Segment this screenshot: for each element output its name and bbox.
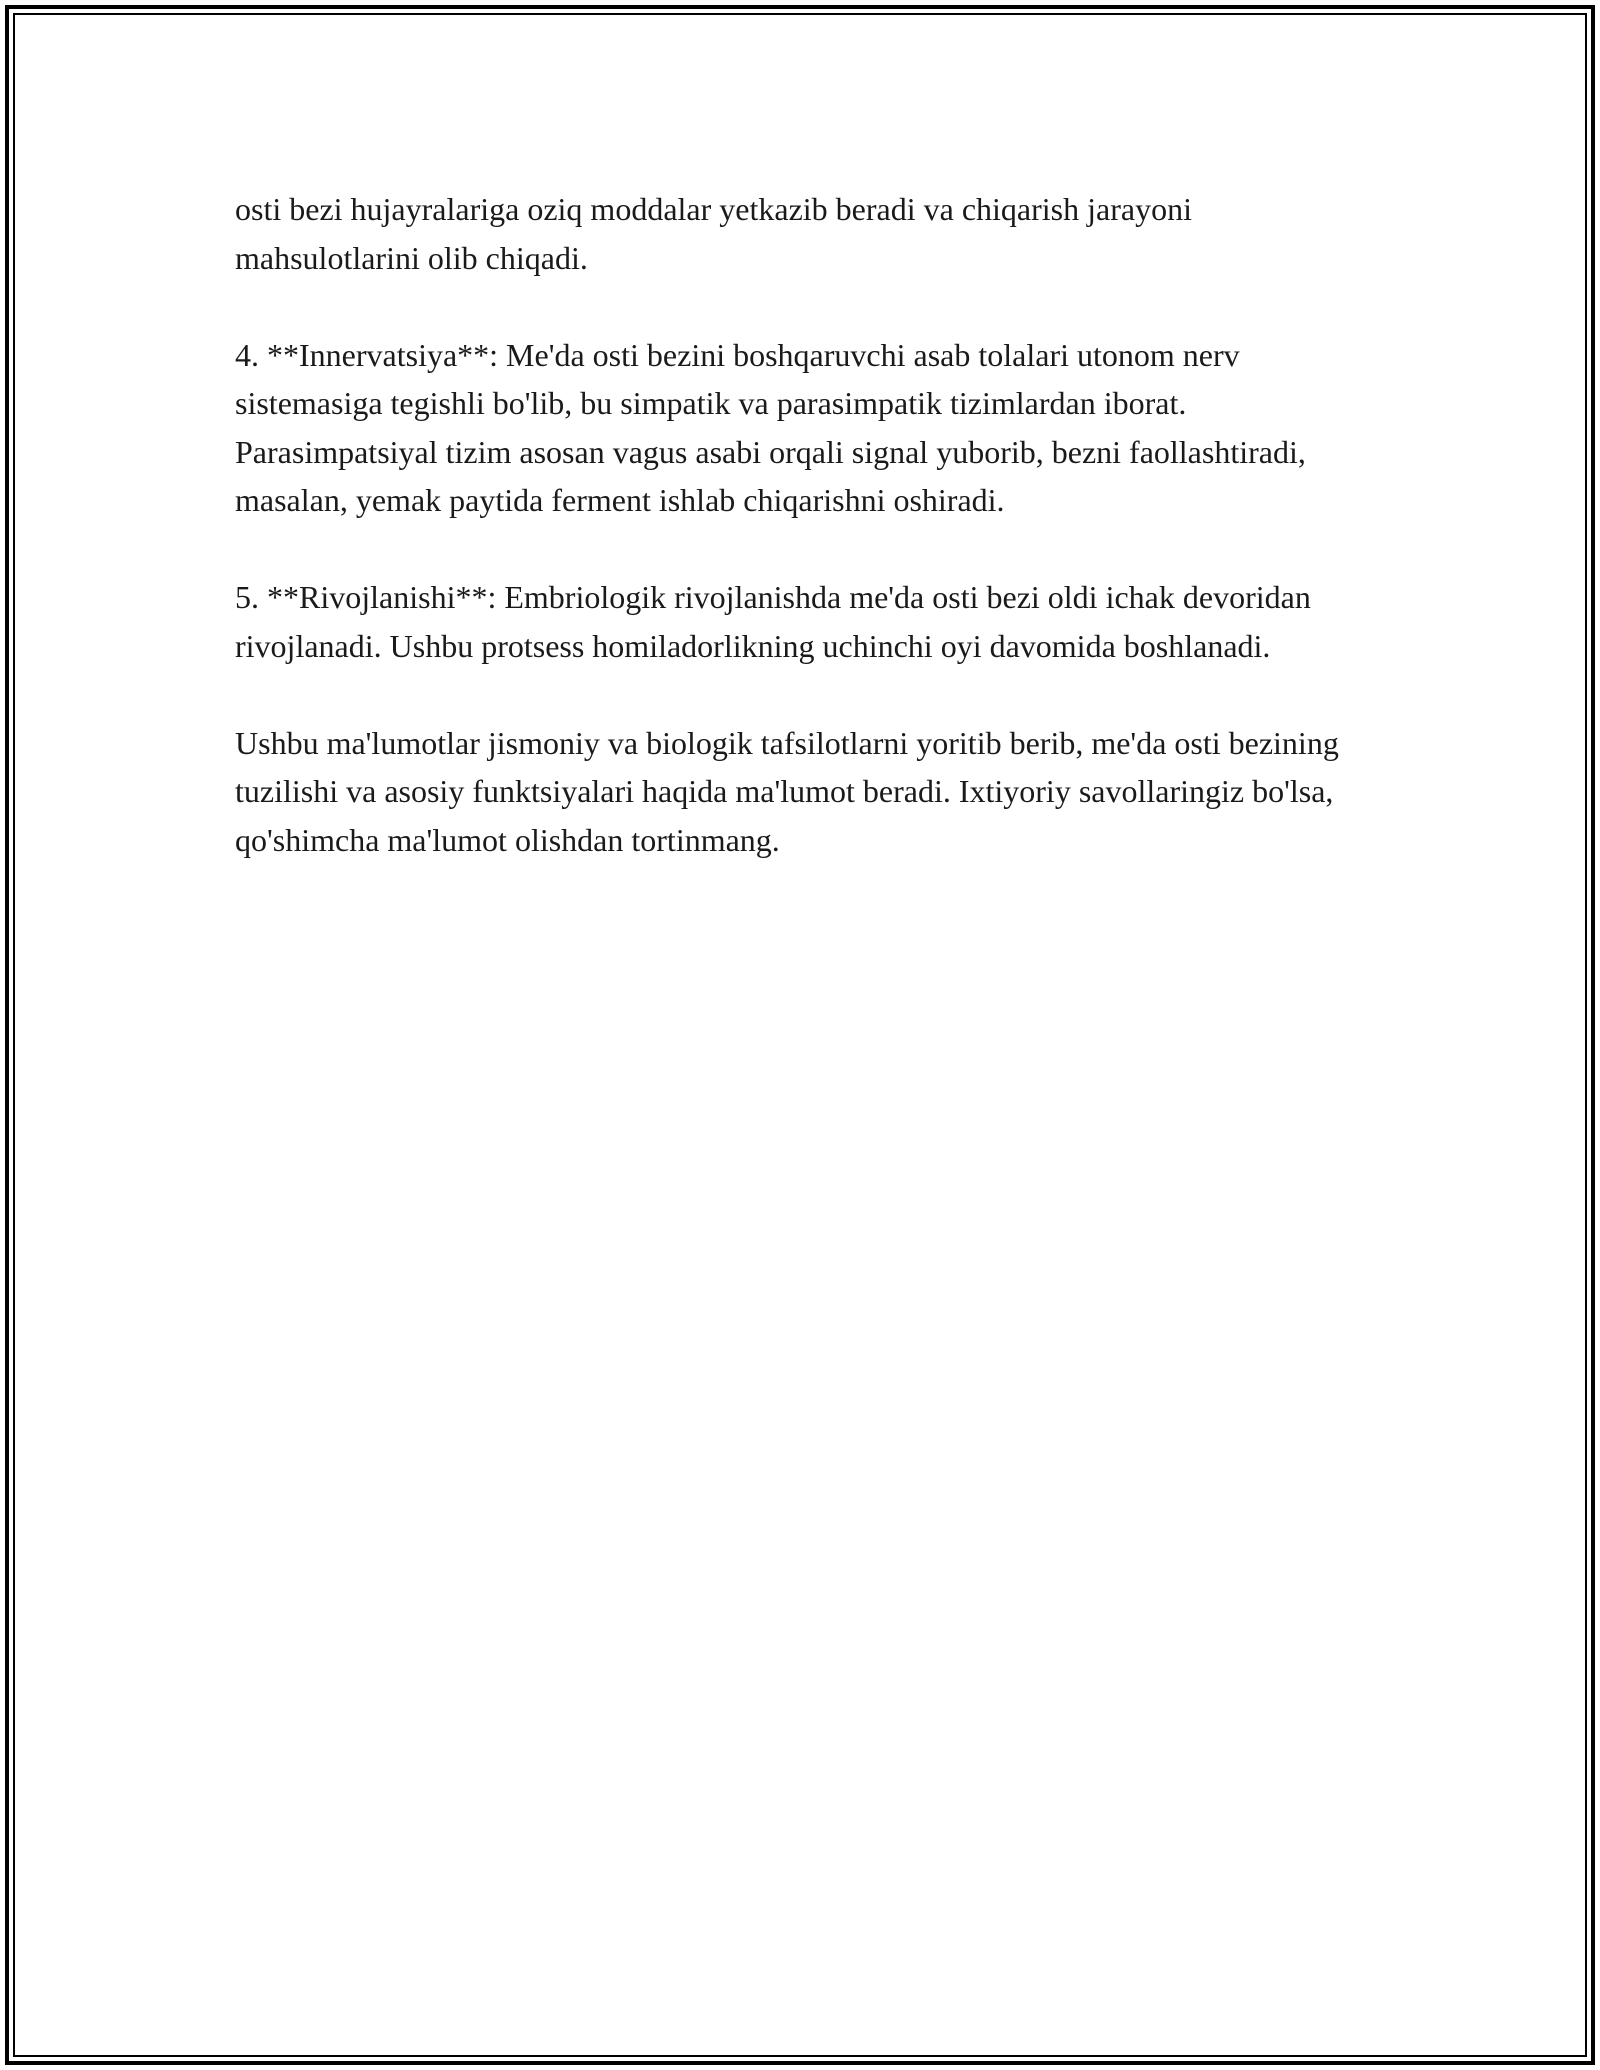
- paragraph-innervatsiya: 4. **Innervatsiya**: Me'da osti bezini boshqaruvchi asab tolalari utonom nerv sistemasiga tegishli bo'lib, bu simpatik va parasimpatik tizimlardan iborat. Parasimpatsiyal tizim asosan vagus asabi orqali signal yuborib, bezni faollashtiradi, masalan, yemak paytida ferment ishlab chiqarishni oshiradi.: [235, 336, 1306, 518]
- paragraph-rivojlanishi: 5. **Rivojlanishi**: Embriologik rivojlanishda me'da osti bezi oldi ichak devoridan rivojlanadi. Ushbu protsess homiladorlikning uchinchi oyi davomida boshlanadi.: [235, 579, 1311, 664]
- document-body: [235, 185, 1375, 913]
- paragraph-continuation: osti bezi hujayralariga oziq moddalar yetkazib beradi va chiqarish jarayoni mahsulotlarini olib chiqadi.: [235, 191, 1192, 276]
- paragraph-conclusion: Ushbu ma'lumotlar jismoniy va biologik tafsilotlarni yoritib berib, me'da osti bezining tuzilishi va asosiy funktsiyalari haqida ma'lumot beradi. Ixtiyoriy savollaringiz bo'lsa, qo'shimcha ma'lumot olishdan tortinmang.: [235, 724, 1339, 858]
